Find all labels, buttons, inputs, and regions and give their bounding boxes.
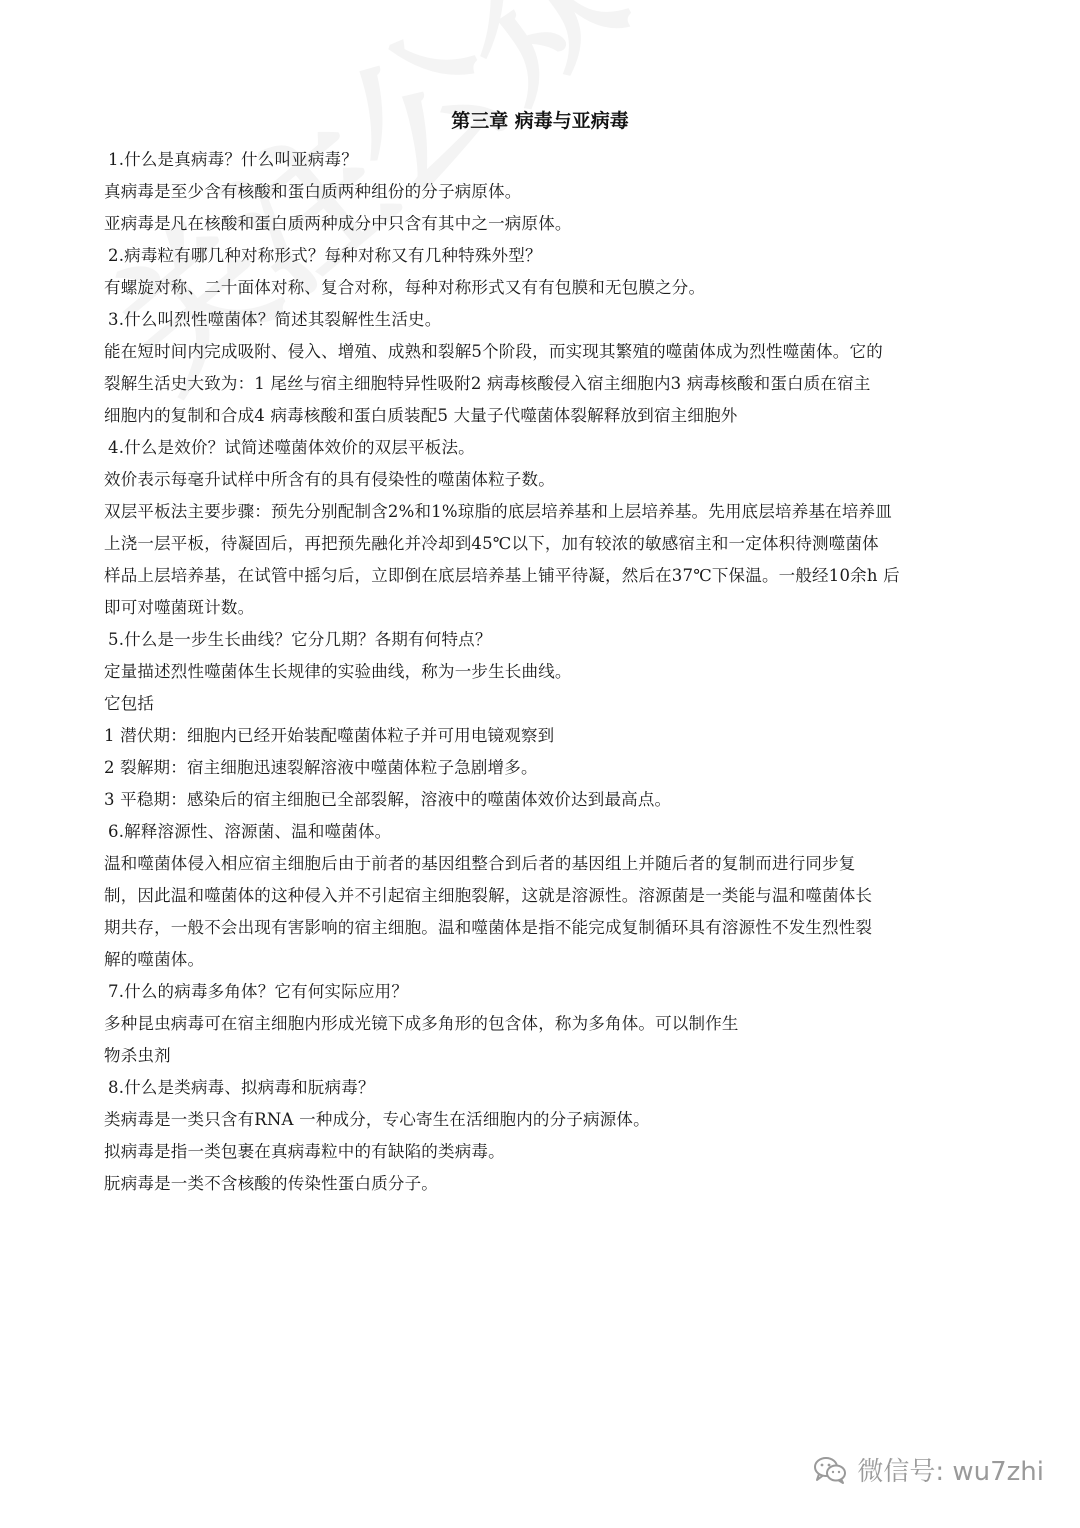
answer-line: 类病毒是一类只含有RNA 一种成分，专心寄生在活细胞内的分子病源体。 <box>104 1110 650 1129</box>
wechat-icon <box>813 1455 847 1485</box>
answer-line: 裂解生活史大致为：1 尾丝与宿主细胞特异性吸附2 病毒核酸侵入宿主细胞内3 病毒核酸和蛋白质在宿主 <box>104 374 871 393</box>
page-title: 第三章 病毒与亚病毒 <box>451 110 629 132</box>
document-body <box>104 144 984 1200</box>
answer-line: 上浇一层平板，待凝固后，再把预先融化并冷却到45℃以下，加有较浓的敏感宿主和一定体积待测噬菌体 <box>104 534 879 553</box>
wechat-id-badge <box>813 1451 1044 1488</box>
answer-line: 它包括 <box>104 694 155 713</box>
answer-line: 3 平稳期：感染后的宿主细胞已全部裂解，溶液中的噬菌体效价达到最高点。 <box>104 790 672 809</box>
answer-line: 2 裂解期：宿主细胞迅速裂解溶液中噬菌体粒子急剧增多。 <box>104 758 538 777</box>
question-line: 4.什么是效价？试简述噬菌体效价的双层平板法。 <box>108 438 475 457</box>
answer-line: 期共存，一般不会出现有害影响的宿主细胞。温和噬菌体是指不能完成复制循环具有溶源性不发生烈性裂 <box>104 918 873 937</box>
answer-line: 1 潜伏期：细胞内已经开始装配噬菌体粒子并可用电镜观察到 <box>104 726 555 745</box>
question-line: 8.什么是类病毒、拟病毒和朊病毒？ <box>108 1078 375 1097</box>
question-line: 1.什么是真病毒？什么叫亚病毒？ <box>108 150 358 169</box>
answer-line: 细胞内的复制和合成4 病毒核酸和蛋白质装配5 大量子代噬菌体裂解释放到宿主细胞外 <box>104 406 738 425</box>
answer-line: 真病毒是至少含有核酸和蛋白质两种组份的分子病原体。 <box>104 182 522 201</box>
question-line: 3.什么叫烈性噬菌体？简述其裂解性生活史。 <box>108 310 442 329</box>
answer-line: 物杀虫剂 <box>104 1046 171 1065</box>
answer-line: 解的噬菌体。 <box>104 950 205 969</box>
answer-line: 能在短时间内完成吸附、侵入、增殖、成熟和裂解5个阶段，而实现其繁殖的噬菌体成为烈性噬菌体。它的 <box>104 342 883 361</box>
question-line: 7.什么的病毒多角体？它有何实际应用？ <box>108 982 409 1001</box>
question-line: 5.什么是一步生长曲线？它分几期？各期有何特点？ <box>108 630 492 649</box>
question-line: 2.病毒粒有哪几种对称形式？每种对称又有几种特殊外型？ <box>108 246 542 265</box>
answer-line: 即可对噬菌斑计数。 <box>104 598 255 617</box>
answer-line: 双层平板法主要步骤：预先分别配制含2%和1%琼脂的底层培养基和上层培养基。先用底层培养基在培养皿 <box>104 502 892 521</box>
answer-line: 多种昆虫病毒可在宿主细胞内形成光镜下成多角形的包含体，称为多角体。可以制作生 <box>104 1014 739 1033</box>
answer-line: 定量描述烈性噬菌体生长规律的实验曲线，称为一步生长曲线。 <box>104 662 572 681</box>
answer-line: 亚病毒是凡在核酸和蛋白质两种成分中只含有其中之一病原体。 <box>104 214 572 233</box>
answer-line: 样品上层培养基，在试管中摇匀后，立即倒在底层培养基上铺平待凝，然后在37℃下保温。一般经10余h 后 <box>104 566 900 585</box>
answer-line: 制，因此温和噬菌体的这种侵入并不引起宿主细胞裂解，这就是溶源性。溶源菌是一类能与温和噬菌体长 <box>104 886 873 905</box>
answer-line: 拟病毒是指一类包裹在真病毒粒中的有缺陷的类病毒。 <box>104 1142 505 1161</box>
wechat-id-label: 微信号: wu7zhi <box>857 1457 1044 1487</box>
question-line: 6.解释溶源性、溶源菌、温和噬菌体。 <box>108 822 392 841</box>
answer-line: 有螺旋对称、二十面体对称、复合对称，每种对称形式又有有包膜和无包膜之分。 <box>104 278 706 297</box>
answer-line: 温和噬菌体侵入相应宿主细胞后由于前者的基因组整合到后者的基因组上并随后者的复制而进行同步复 <box>104 854 856 873</box>
answer-line: 效价表示每毫升试样中所含有的具有侵染性的噬菌体粒子数。 <box>104 470 555 489</box>
answer-line: 朊病毒是一类不含核酸的传染性蛋白质分子。 <box>104 1174 438 1193</box>
